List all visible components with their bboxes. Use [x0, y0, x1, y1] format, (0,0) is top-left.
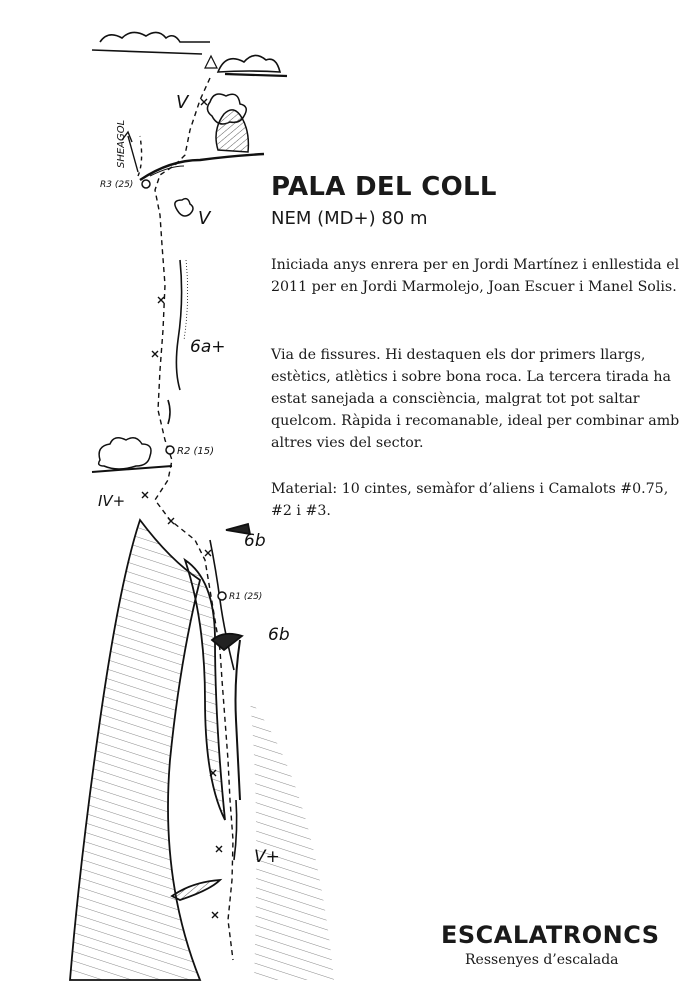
route-description: Via de fissures. Hi destaquen els dor primers llargs, estètics, atlètics i sobre bona roca. La tercera tirada ha estat sanejada a consciència, malgrat tot pot saltar quelcom. Ràpida i recomanable, ideal per combinar amb altres vies del sector.	[271, 347, 680, 451]
belay-r2	[166, 446, 214, 457]
mid-bush	[92, 199, 193, 472]
belay-r3	[100, 180, 150, 190]
belay-r2-label: R2 (15)	[177, 446, 215, 457]
brand-tagline: Ressenyes d’escalada	[465, 952, 619, 968]
grade-6b-lower-label: 6b	[268, 625, 290, 645]
route-grade-length: NEM (MD+) 80 m	[271, 208, 428, 229]
grade-6b-upper-label: 6b	[244, 531, 266, 551]
summit-clouds	[92, 32, 287, 76]
grade-4-label: IV+	[98, 492, 126, 510]
belay-r1-label: R1 (25)	[229, 592, 263, 602]
belay-r1	[218, 592, 262, 602]
brand-name: ESCALATRONCS	[441, 921, 660, 949]
route-history: Iniciada anys enrera per en Jordi Martínez i enllestida el 2011 per en Jordi Marmolejo, Joan Escuer i Manel Solis.	[271, 257, 680, 295]
belay-r3-label: R3 (25)	[100, 180, 134, 190]
route-title: PALA DEL COLL	[271, 172, 497, 202]
rock-face	[70, 520, 334, 980]
grade-bottom-label: V+	[254, 847, 280, 867]
descent-label: SHEAGOL	[116, 119, 127, 168]
route-material: Material: 10 cintes, semàfor d’aliens i Camalots #0.75, #2 i #3.	[271, 481, 669, 519]
upper-boulder	[140, 94, 264, 180]
grade-top-label: V	[176, 92, 189, 113]
grade-6a-label: 6a+	[190, 337, 226, 357]
grade-flower-label: V	[198, 208, 211, 229]
